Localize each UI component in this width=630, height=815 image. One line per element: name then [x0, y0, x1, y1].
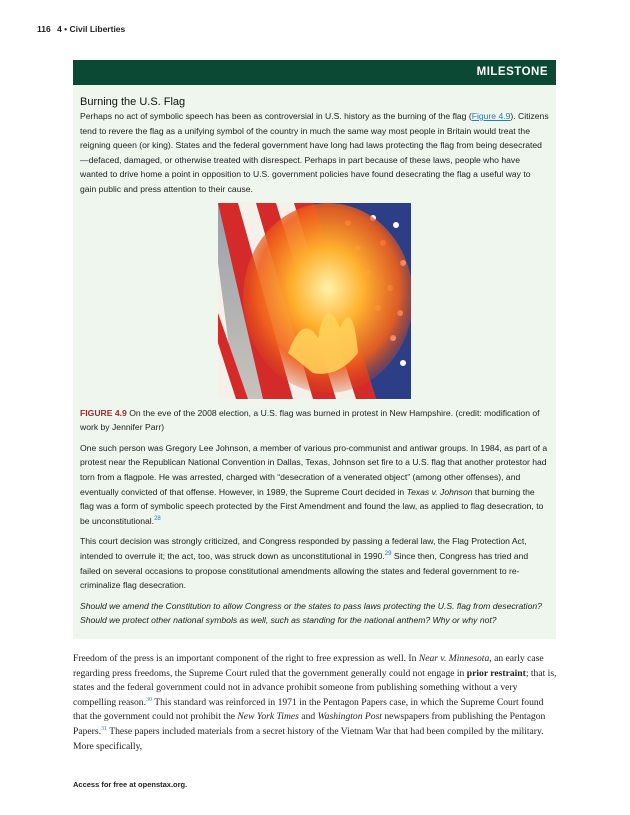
- discussion-question: Should we amend the Constitution to allow Congress or the states to pass laws protecting the U.S. flag from desecration? Should we protect other national symbols as well, such as standing for the national anthem? Why or why not?: [80, 600, 542, 626]
- milestone-label: MILESTONE: [73, 60, 556, 85]
- milestone-paragraph-2: One such person was Gregory Lee Johnson, a member of various pro-communist and antiwar groups. In 1984, as part of a protest near the Republican National Convention in Dallas, Texas, Johnson set fire to a U.S. flag that another protestor had torn from a flagpole. He was arrested, charged with “desecration of a venerated object” (among other offenses), and eventually convicted of that offense. However, in 1989, the Supreme Court decided in Texas v. Johnson that burning the flag was a form of symbolic speech protected by the First Amendment and found the law, as applied to flag desecration, to be unconstitutional.$^{28}$: [80, 442, 548, 526]
- key-term: prior restraint: [466, 667, 526, 679]
- footnote-31[interactable]: 31: [100, 725, 107, 732]
- body-paragraph: Freedom of the press is an important component of the right to free expression as well. In Near v. Minnesota, an early case regarding press freedoms, the Supreme Court ruled that the government generally could not engage in prior restraint; that is, states and the federal government could not in advance prohibit someone from publishing something without a very compelling reason.$^{30}$ This standard was reinforced in 1971 in the Pentagon Papers case, in which the Supreme Court found that the government could not prohibit the New York Times and Washington Post newspapers from publishing the Pentagon Papers.$^{31}$ These papers included materials from a secret history of the Vietnam War that had been compiled by the military. More specifically,: [73, 653, 557, 752]
- milestone-intro: Perhaps no act of symbolic speech has been as controversial in U.S. history as the burning of the flag (Figure 4.9). Citizens tend to revere the flag as a unifying symbol of the country in much the same way most people in Britain would treat the reigning queen (or king). States and the federal government have long had laws protecting the flag from being desecrated—defaced, damaged, or otherwise treated with disrespect. Perhaps in part because of these laws, people who have wanted to drive home a point in opposition to U.S. government policies have found desecrating the flag a useful way to gain public and press attention to their cause.: [80, 111, 549, 194]
- milestone-paragraph-3: This court decision was strongly criticized, and Congress responded by passing a federal law, the Flag Protection Act, intended to overrule it; the act, too, was struck down as unconstitutional in 1990.29 Since then, Congress has tried and failed on several occasions to propose constitutional amendments allowing the states and federal government to re-criminalize flag desecration.: [80, 536, 529, 591]
- footnote-29[interactable]: 29: [384, 551, 392, 558]
- milestone-box: [73, 60, 556, 639]
- figure-caption: FIGURE 4.9 On the eve of the 2008 election, a U.S. flag was burned in protest in New Hampshire. (credit: modification of work by Jennifer Parr): [80, 407, 540, 433]
- main-text: [73, 652, 557, 754]
- burning-flag-photo: [218, 203, 411, 399]
- footer-text: Access for free at openstax.org.: [73, 780, 188, 789]
- figure-label: FIGURE 4.9: [80, 407, 127, 418]
- page-number: 116: [37, 24, 51, 34]
- footnote-30[interactable]: 30: [146, 696, 152, 703]
- milestone-title: Burning the U.S. Flag: [80, 96, 186, 108]
- figure-link[interactable]: Figure 4.9: [471, 111, 511, 121]
- running-header: [37, 24, 125, 34]
- footnote-28[interactable]: 28: [154, 515, 161, 522]
- chapter-title: 4 • Civil Liberties: [57, 24, 126, 34]
